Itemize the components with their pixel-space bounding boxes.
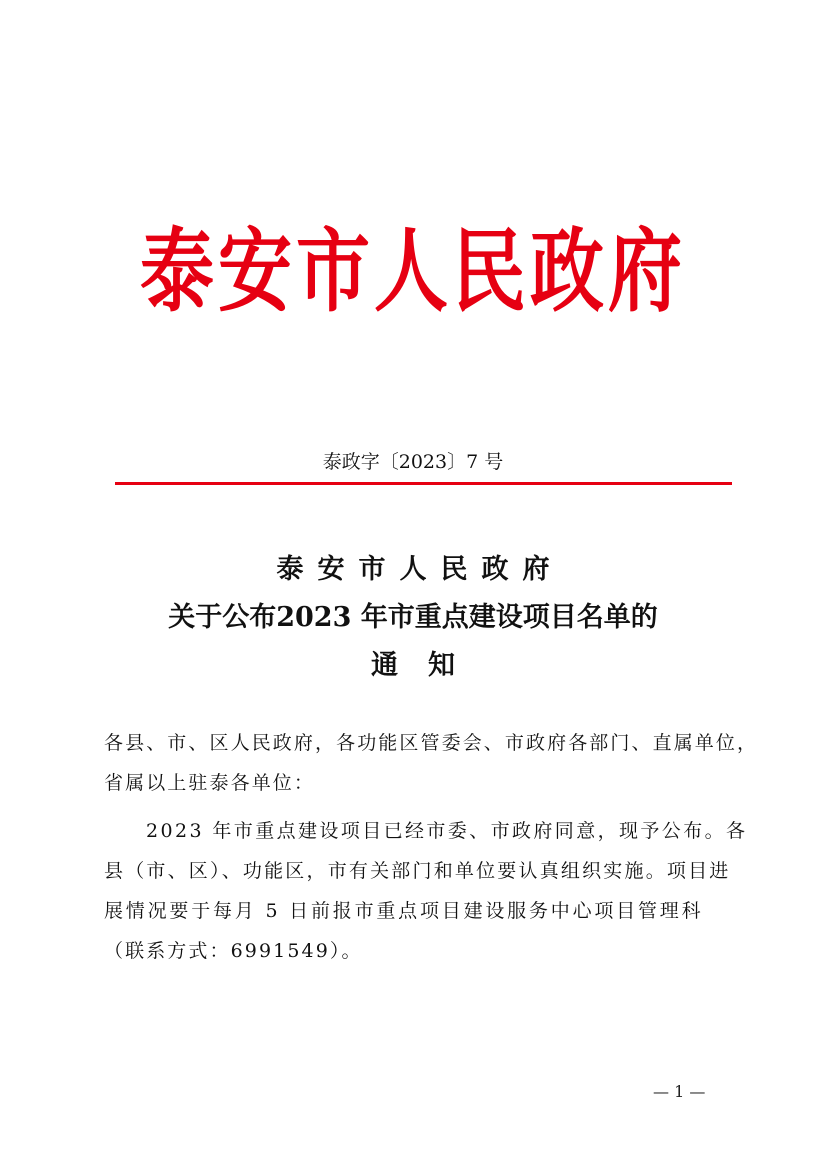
body-paragraph-line-1: 2023 年市重点建设项目已经市委、市政府同意，现予公布。各 — [146, 820, 748, 842]
notice-title-subject: 关于公布2023 年市重点建设项目名单的 — [168, 602, 658, 633]
addressee-line-1: 各县、市、区人民政府，各功能区管委会、市政府各部门、直属单位， — [104, 732, 759, 754]
notice-title-type: 通知 — [371, 650, 485, 681]
body-paragraph-line-2: 县（市、区）、功能区，市有关部门和单位要认真组织实施。项目进 — [104, 860, 731, 882]
red-divider-line — [115, 482, 732, 485]
document-number: 泰政字〔2023〕7 号 — [322, 451, 504, 473]
issuer-masthead: 泰安市人民政府 — [140, 219, 686, 325]
addressee-line-2: 省属以上驻泰各单位： — [104, 772, 316, 794]
page-number: — 1 — — [653, 1082, 706, 1101]
body-paragraph-line-4: （联系方式：6991549）。 — [104, 940, 363, 962]
body-paragraph-line-3: 展情况要于每月 5 日前报市重点项目建设服务中心项目管理科 — [104, 900, 704, 922]
notice-title-issuer: 泰安市人民政府 — [276, 554, 564, 585]
